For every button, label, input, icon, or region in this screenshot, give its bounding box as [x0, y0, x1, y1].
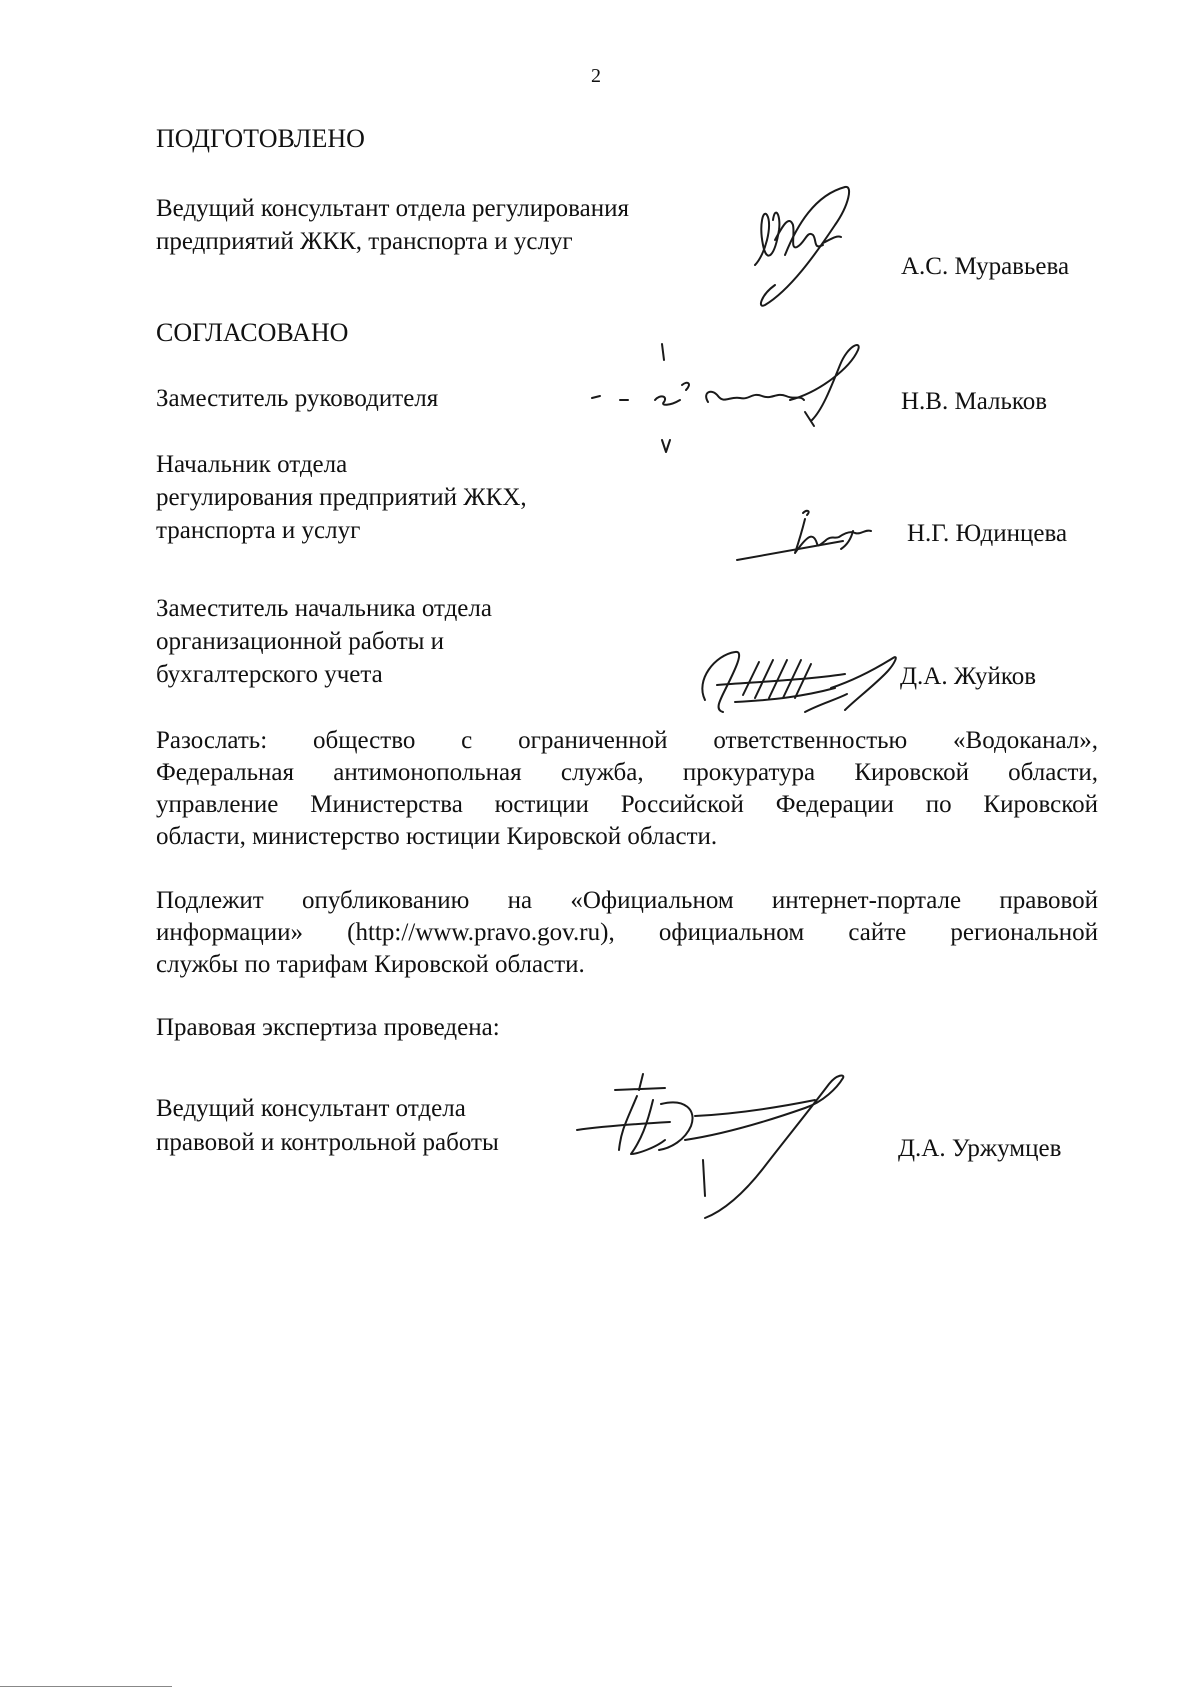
publication-line-1: Подлежит опубликованию на «Официальном интернет-портале правовой: [156, 887, 1098, 914]
agreed-signer-1-name: Н.В. Мальков: [901, 388, 1048, 415]
signature-zhuykov: [695, 640, 905, 725]
signature-muravyeva: [745, 185, 865, 310]
prepared-position-line-2: предприятий ЖКК, транспорта и услуг: [156, 228, 573, 255]
agreed-signer-2-name: Н.Г. Юдинцева: [907, 520, 1068, 547]
prepared-position-line-1: Ведущий консультант отдела регулирования: [156, 195, 629, 222]
publication-paragraph: [156, 885, 1098, 981]
agreed-signer-2-position-line-1: Начальник отдела: [156, 451, 348, 478]
agreed-signer-1-position-line-1: Заместитель руководителя: [156, 385, 439, 412]
legal-review-position-line-2: правовой и контрольной работы: [156, 1129, 499, 1156]
prepared-heading: ПОДГОТОВЛЕНО: [156, 124, 365, 153]
agreed-signer-2-position-line-3: транспорта и услуг: [156, 517, 361, 544]
footer-rule: [0, 1686, 172, 1687]
signature-urzhumtsev: [575, 1070, 850, 1220]
agreed-signer-3-position-line-1: Заместитель начальника отдела: [156, 595, 492, 622]
legal-review-name: Д.А. Уржумцев: [898, 1135, 1062, 1162]
distribution-line-2: Федеральная антимонопольная служба, прокуратура Кировской области,: [156, 759, 1098, 786]
agreed-signer-3-position-line-3: бухгалтерского учета: [156, 661, 383, 688]
signature-malkov: [590, 340, 890, 460]
legal-review-statement: Правовая экспертиза проведена:: [156, 1014, 500, 1041]
legal-review-position-line-1: Ведущий консультант отдела: [156, 1095, 466, 1122]
agreed-signer-3-position-line-2: организационной работы и: [156, 628, 445, 655]
distribution-line-4: области, министерство юстиции Кировской области.: [156, 823, 718, 850]
signature-yudintseva: [735, 505, 880, 570]
agreed-signer-2-position-line-2: регулирования предприятий ЖКХ,: [156, 484, 527, 511]
distribution-line-3: управление Министерства юстиции Российской Федерации по Кировской: [156, 791, 1098, 818]
page-number: 2: [591, 65, 601, 87]
prepared-name: А.С. Муравьева: [901, 253, 1070, 280]
agreed-heading: СОГЛАСОВАНО: [156, 318, 349, 347]
distribution-line-1: Разослать: общество с ограниченной ответственностью «Водоканал»,: [156, 727, 1098, 754]
agreed-signer-3-name: Д.А. Жуйков: [900, 663, 1037, 690]
publication-line-2: информации» (http://www.pravo.gov.ru), официальном сайте региональной: [156, 919, 1098, 946]
publication-line-3: службы по тарифам Кировской области.: [156, 951, 585, 978]
distribution-paragraph: [156, 725, 1098, 853]
